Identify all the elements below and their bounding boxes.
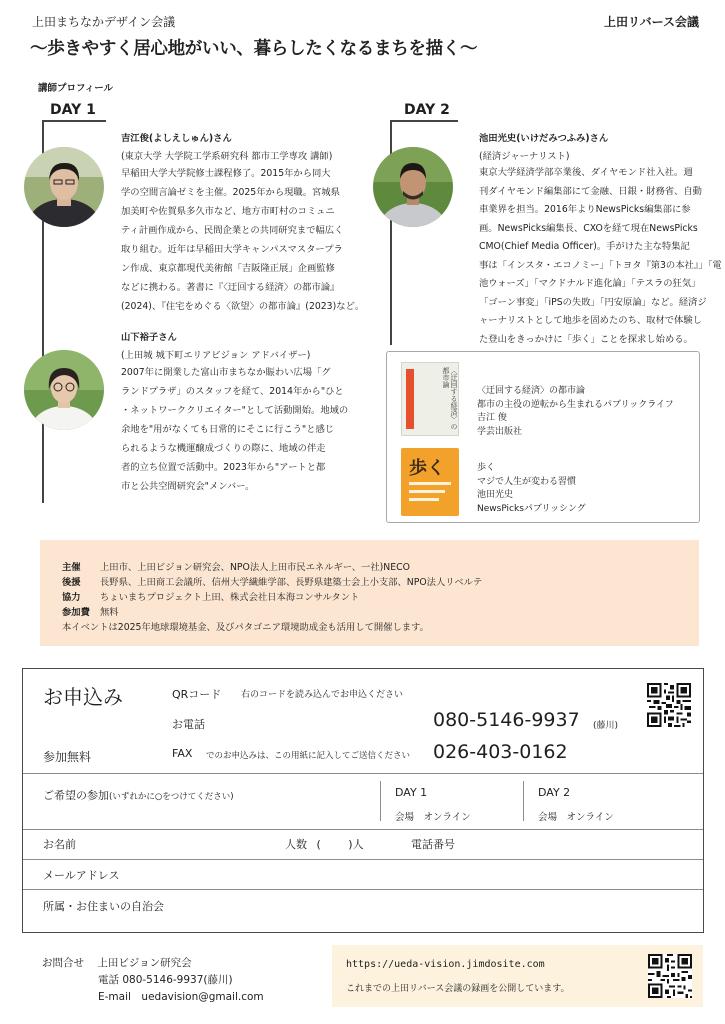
org-field-label[interactable]: 所属・お住まいの自治会 bbox=[43, 900, 164, 913]
speaker-yamashita bbox=[121, 329, 366, 496]
event-name: 上田リバース会議 bbox=[603, 15, 699, 29]
speaker-yoshie-affiliation: (東京大学 大学院工学系研究科 都市工学専攻 講師) bbox=[121, 151, 333, 162]
event-info-box bbox=[40, 540, 699, 646]
name-field-label[interactable]: お名前 bbox=[43, 838, 76, 851]
speaker-yamashita-affiliation: (上田城 城下町エリアビジョン アドバイザー) bbox=[121, 350, 311, 361]
contact-email[interactable]: E-mail uedavision@gmail.com bbox=[98, 991, 264, 1003]
speaker-yamashita-bio: 2007年に開業した富山市まちなか賑わい広場「グ ランドプラザ」のスタッフを経て、2014年から"ひと ・ネットワーククリエイター"として活動開始。地域の 余地を"用がなくても日常的にそこに行こう"と感じ られるような機運醸成づくりの際に、地域の伴走 者的立ち位置で活動中。2023年から"アートと都 市と公共空間研究会"メンバー。 bbox=[121, 367, 349, 492]
speaker-ikeda-affiliation: (経済ジャーナリスト) bbox=[479, 151, 570, 162]
profile-section-label: 講師プロフィール bbox=[38, 83, 114, 94]
book-yoshie-cover: 〈迂回する経済〉の都市論 bbox=[401, 362, 459, 436]
application-form bbox=[22, 668, 704, 933]
email-field-label[interactable]: メールアドレス bbox=[43, 869, 120, 882]
speaker-ikeda bbox=[479, 130, 722, 349]
speaker-yamashita-photo bbox=[24, 350, 104, 430]
books-panel bbox=[386, 351, 700, 523]
page-title: 〜歩きやすく居心地がいい、暮らしたくなるまちを描く〜 bbox=[30, 39, 478, 59]
apply-title: お申込み bbox=[43, 685, 123, 709]
phone-contact-person: (藤川) bbox=[593, 721, 619, 731]
qr-code-website[interactable] bbox=[648, 954, 692, 998]
book-yoshie-info: 〈迂回する経済〉の都市論 都市の主役の逆転から生まれるパブリックライフ 吉江 俊 学芸出版社 bbox=[477, 386, 674, 437]
speaker-ikeda-photo bbox=[373, 147, 453, 227]
archive-description: これまでの上田リバース会議の録画を公開しています。 bbox=[346, 984, 570, 994]
choice-day2-label[interactable]: DAY 2 bbox=[538, 786, 571, 799]
speaker-ikeda-bio: 東京大学経済学部卒業後、ダイヤモンド社入社。週 刊ダイヤモンド編集部にて金融、日銀・財務省、自動 車業界を担当。2016年よりNewsPicks編集部に参 画。NewsPicks編集長、CXOを経て現在NewsPicks CMO(Chief Media Officer)。手がけた主な特集記 事は「インスタ・エコノミー」「トヨタ『第3の本社』」「電 池ウォーズ」「マクドナルド進化論」「テスラの狂気」 「ゴーン事変」「iPSの失敗」「円安原論」など。経済ジ ャーナリストとして地歩を固めたのち、取材で体験し た登山をきっかけに「歩く」ことを探求し始める。 bbox=[479, 167, 722, 345]
choice-label: ご希望の参加(いずれかに○をつけてください) bbox=[43, 789, 234, 802]
qr-description: 右のコードを読み込んでお申込ください bbox=[241, 690, 404, 700]
contact-label: お問合せ bbox=[42, 957, 84, 969]
speaker-yoshie-photo bbox=[24, 147, 104, 227]
day2-label: DAY 2 bbox=[404, 102, 450, 118]
speaker-yoshie-bio: 早稲田大学大学院修士課程修了。2015年から同大 学の空間言論ゼミを主催。2025年から現職。宮城県 加美町や佐賀県多久市など、地方市町村のコミュニ ティ計画作成から、民間企業との共同研究まで幅広く 取り組む。近年は早稲田大学キャンパスマスタープラ ン作成、東京都現代美術館「吉阪隆正展」企画監修 などに携わる。著書に『〈迂回する経済〉の都市論』 (2024)、『住宅をめぐる〈欲望〉の都市論』(2023)など。 bbox=[121, 168, 365, 312]
phone-number[interactable]: 080-5146-9937 bbox=[433, 709, 580, 731]
organizer-title: 上田まちなかデザイン会議 bbox=[32, 15, 176, 29]
day1-label: DAY 1 bbox=[50, 102, 96, 118]
speaker-ikeda-name: 池田光史(いけだみつふみ)さん bbox=[479, 133, 609, 144]
book-ikeda-cover: 歩く bbox=[401, 448, 459, 516]
tel-field-label[interactable]: 電話番号 bbox=[411, 838, 455, 851]
info-note: 本イベントは2025年地球環境基金、及びパタゴニア環境助成金も活用して開催します。 bbox=[62, 622, 429, 633]
fax-number[interactable]: 026-403-0162 bbox=[433, 741, 568, 763]
qr-label: QRコード bbox=[172, 688, 222, 701]
speaker-yoshie-name: 吉江俊(よしえしゅん)さん bbox=[121, 133, 232, 144]
info-row-cooperation: 協力 ちょいまちプロジェクト上田、株式会社日本海コンサルタント bbox=[62, 592, 360, 603]
speaker-yamashita-name: 山下裕子さん bbox=[121, 332, 177, 343]
fax-description: でのお申込みは、この用紙に記入してご送信ください bbox=[206, 751, 411, 761]
day1-underline bbox=[42, 120, 106, 122]
choice-day1-venue[interactable]: 会場 オンライン bbox=[395, 812, 471, 823]
info-row-support: 後援 長野県、上田商工会議所、信州大学繊維学部、長野県建築士会上小支部、NPO法人リベルテ bbox=[62, 577, 483, 588]
choice-day2-venue[interactable]: 会場 オンライン bbox=[538, 812, 614, 823]
speaker-yoshie bbox=[121, 130, 365, 316]
fax-label: FAX bbox=[172, 747, 193, 760]
info-row-organizer: 主催 上田市、上田ビジョン研究会、NPO法人上田市民エネルギー、一社)NECO bbox=[62, 562, 410, 573]
contact-info bbox=[42, 955, 264, 1006]
free-label: 参加無料 bbox=[43, 750, 92, 764]
archive-info-box bbox=[332, 945, 703, 1007]
book-ikeda-info: 歩く マジで人生が変わる習慣 池田光史 NewsPicksパブリッシング bbox=[477, 463, 586, 514]
day2-underline bbox=[390, 120, 458, 122]
choice-day1-label[interactable]: DAY 1 bbox=[395, 786, 428, 799]
info-row-fee: 参加費 無料 bbox=[62, 607, 119, 618]
contact-phone[interactable]: 電話 080-5146-9937(藤川) bbox=[98, 974, 233, 986]
count-field[interactable]: 人数 ( )人 bbox=[285, 838, 364, 851]
phone-label: お電話 bbox=[172, 718, 205, 731]
contact-org: 上田ビジョン研究会 bbox=[97, 957, 192, 969]
website-url[interactable]: https://ueda-vision.jimdosite.com bbox=[346, 959, 545, 970]
qr-code-apply[interactable] bbox=[647, 683, 691, 727]
